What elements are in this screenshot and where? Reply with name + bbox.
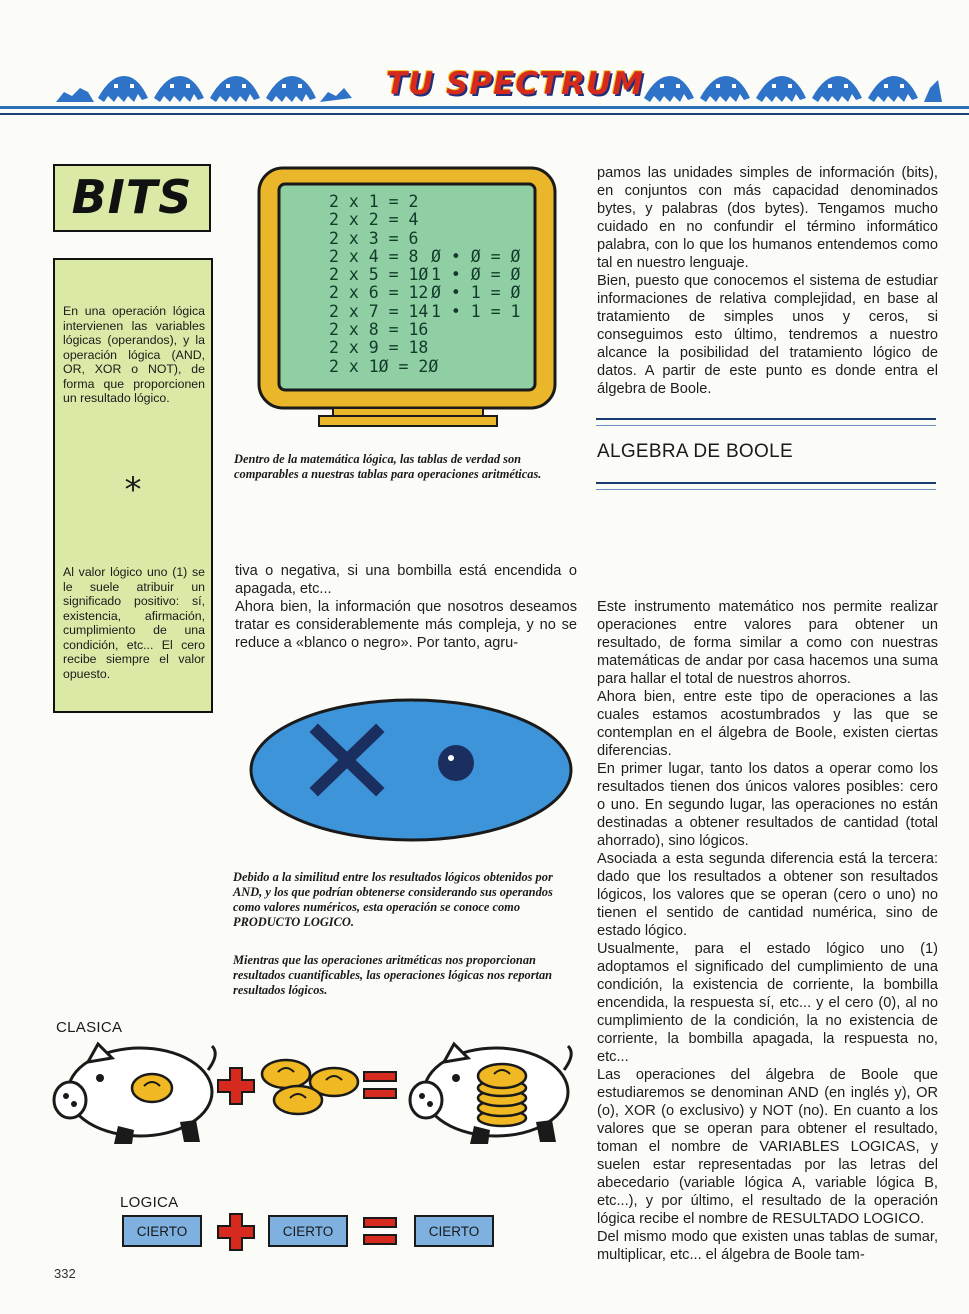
paragraph: Ahora bien, la información que nosotros deseamos tratar es considerablemente más compleja, y no se reduce a «blanco o negro». Por tanto, agru- [235, 599, 577, 651]
section-rule-bottom-thin [596, 489, 936, 490]
clasica-label: CLASICA [56, 1019, 123, 1036]
magazine-logo: TU SPECTRUM [386, 66, 645, 102]
bits-title-box [53, 164, 211, 232]
equals-icon-logic [362, 1214, 398, 1248]
piggy-bank-right-icon [404, 1026, 576, 1150]
paragraph: Este instrumento matemático nos permite realizar operaciones entre valores para obtener un resultado, de forma similar a como con nuestras matemáticas de andar por casa hacemos una suma para hallar el total de nuestros ahorros. [597, 599, 938, 687]
sidebar-paragraph-2: Al valor lógico uno (1) se le suele atribuir un significado positivo: sí, existencia, afirmación, cumplimiento de una condición, etc... El cero recibe siempre el valor opuesto. [63, 565, 205, 681]
asterisk-icon: * [124, 470, 142, 510]
invader-row-left-icon [52, 72, 356, 106]
section-title: ALGEBRA DE BOOLE [597, 441, 793, 462]
logica-label: LOGICA [120, 1194, 179, 1211]
truth-table: Ø • Ø = Ø 1 • Ø = Ø Ø • 1 = Ø 1 • 1 = 1 [431, 246, 521, 321]
plus-icon-logic [216, 1212, 256, 1252]
paragraph: Asociada a esta segunda diferencia está la tercera: dado que los resultados a obtener son resultados lógicos, los valores que se operan (cero o uno) no tienen el sentido de cantidad numérica, sino de estado lógico. [597, 851, 938, 939]
and-caption: Debido a la similitud entre los resultados lógicos obtenidos por AND, y los que podrían obtenerse considerando sus operandos como valores numéricos, esta operación se conoce como PRODUCTO LOGICO. [233, 870, 553, 929]
right-column-top-text [597, 164, 938, 398]
comparison-caption: Mientras que las operaciones aritméticas nos proporcionan resultados cuantificables, las operaciones lógicas nos reportan resultados lógicos. [233, 953, 553, 997]
paragraph: En primer lugar, tanto los datos a operar como los resultados tienen dos únicos valores posibles: cero o uno. En segundo lugar, las operaciones no están destinadas a obtener resultados de cantidad (total ahorrado), sino lógicos. [597, 761, 938, 849]
cierto-box-3: CIERTO [414, 1215, 494, 1247]
coins-icon [258, 1056, 370, 1118]
piggy-bank-left-icon [48, 1030, 220, 1150]
sidebar-box [53, 258, 213, 713]
and-ellipse-illustration [248, 697, 574, 843]
header-rule-top [0, 106, 969, 109]
paragraph: Bien, puesto que conocemos el sistema de estudiar informaciones de relativa complejidad, en base al tratamiento de simples unos y ceros, si conseguimos esto último, tendremos a nuestro alcance la posibilidad del tratamiento lógico de datos. A partir de este punto es donde entra el álgebra de Boole. [597, 273, 938, 397]
cierto-box-2: CIERTO [268, 1215, 348, 1247]
paragraph: Del mismo modo que existen unas tablas de sumar, multiplicar, etc... el álgebra de Boole tam- [597, 1229, 938, 1263]
section-rule-top-thin [596, 425, 936, 426]
sidebar-paragraph-1: En una operación lógica intervienen las variables lógicas (operandos), y la operación lógica (AND, OR, XOR o NOT), de forma que proporcionen un resultado lógico. [63, 304, 205, 405]
middle-column-text [235, 562, 577, 652]
paragraph: Usualmente, para el estado lógico uno (1) adoptamos el significado del cumplimiento de una condición, la existencia de corriente, la bombilla encendida, la respuesta sí, etc... y el cero (0), al no cumplimiento de la condición, la no existencia de corriente, la bombilla apagada, la respuesta no, etc... [597, 941, 938, 1065]
equals-icon [362, 1068, 398, 1102]
invader-row-right-icon [640, 72, 944, 106]
cierto-box-1: CIERTO [122, 1215, 202, 1247]
paragraph: pamos las unidades simples de información (bits), en conjuntos con más capacidad denominados bytes, y palabras (dos bytes). Tengamos mucho cuidado en no confundir el término informático palabra, con lo que los humanos entendemos como tal en nuestro lenguaje. [597, 165, 938, 271]
bits-title: BITS [71, 170, 193, 224]
tv-caption: Dentro de la matemática lógica, las tablas de verdad son comparables a nuestras tablas para operaciones aritméticas. [234, 452, 542, 481]
section-rule-top [596, 418, 936, 420]
section-rule-bottom [596, 482, 936, 484]
page-number: 332 [54, 1266, 76, 1281]
plus-icon [216, 1066, 256, 1106]
multiplication-table: 2 x 1 = 2 2 x 2 = 4 2 x 3 = 6 2 x 4 = 8 2 x 5 = 1Ø 2 x 6 = 12 2 x 7 = 14 2 x 8 = 16 2 x 9 = 18 2 x 1Ø = 2Ø [329, 192, 439, 376]
tv-screen [281, 186, 529, 382]
paragraph: Las operaciones del álgebra de Boole que estudiaremos se denominan AND (en inglés y), OR (o), XOR (o exclusivo) y NOT (no). En cuanto a los valores que se operan para obtener el resultado, toman el nombre de VARIABLES LOGICAS, y suelen estar representadas por las letras del abecedario (variable lógica A, variable lógica B, etc...), y por último, el resultado de la operación lógica recibe el nombre de RESULTADO LOGICO. [597, 1067, 938, 1227]
header-rule-bottom [0, 113, 969, 115]
paragraph: Ahora bien, entre este tipo de operaciones a las cuales estamos acostumbrados y las que se contemplan en el álgebra de Boole, existen ciertas diferencias. [597, 689, 938, 759]
paragraph: tiva o negativa, si una bombilla está encendida o apagada, etc... [235, 563, 577, 597]
right-column-bottom-text [597, 598, 938, 1264]
